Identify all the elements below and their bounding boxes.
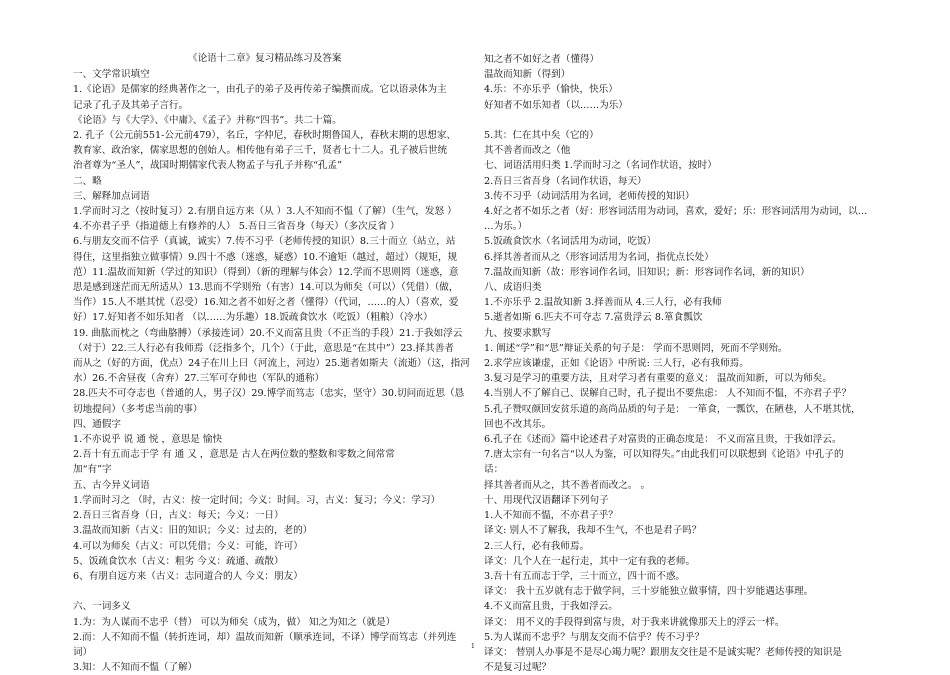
text-line: 二、略 [73, 175, 102, 187]
text-line: 5、饭疏食饮水（古义：粗劣 今义：疏通、疏散） [73, 555, 284, 567]
text-line: 5.孔子赞叹颜回安贫乐道的高尚品质的句子是： 一箪食，一瓢饮，在陋巷，人不堪其忧， [484, 403, 861, 415]
text-line: 19. 曲肱而枕之（弯曲胳膊）（承接连词）20.不义而富且贵（不正当的手段）21.于我如浮云 [73, 327, 463, 339]
text-line: 九、按要求默写 [484, 327, 552, 339]
text-line: …为乐。） [484, 221, 528, 233]
text-line: 记录了孔子及其弟子言行。 [73, 99, 189, 111]
text-line: 4.当别人不了解自己、误解自己时，孔子提出不要焦虑： 人不知而不愠，不亦君子乎？ [484, 388, 852, 400]
text-line: 7.温故而知新（故：形容词作名词，旧知识；新：形容词作名词，新的知识） [484, 266, 810, 278]
text-line: 1.《论语》是儒家的经典著作之一，由孔子的弟子及再传弟子编撰而成。它以语录体为主 [73, 84, 447, 96]
text-line: 知之者不如好之者（懂得） [484, 54, 600, 65]
text-line: 5.其：仁在其中矣（它的） [484, 130, 599, 142]
text-line: 2.而：人不知而不愠（转折连词，却）温故而知新（顺承连词，不译）博学而笃志（并列连 [73, 631, 457, 643]
text-line: 5.逝者如斯 6.匹夫不可夺志 7.富贵浮云 8.箪食瓢饮 [484, 312, 703, 324]
text-line: 四、通假字 [73, 418, 121, 430]
text-line: 6、有朋自远方来（古义：志同道合的人 今义：朋友） [73, 570, 303, 582]
text-line: 得住，这里指独立做事情）9.四十不惑（迷惑，疑惑）10.不逾矩（越过，超过）（规矩，规 [73, 251, 458, 263]
text-line: 3.传不习乎（动词活用为名词，老师传授的知识） [484, 190, 695, 202]
text-line: 1.不亦说乎 说 通 悦 ，意思是 愉快 [73, 434, 223, 446]
text-line: 3.知：人不知而不愠（了解） [73, 662, 198, 674]
text-line: 4.乐：不亦乐乎（愉快，快乐） [484, 84, 618, 96]
text-line: 4.可以为师矣（古义：可以凭借；今义：可能，许可） [73, 540, 303, 552]
text-line: 2.吾日三省吾身（名词作状语，每天） [484, 175, 647, 187]
text-line: 6.择其善者而从之（形容词活用为名词，指优点长处） [484, 251, 714, 263]
text-line: 词） [73, 646, 93, 658]
text-line: 译文： 替别人办事是不是尽心竭力呢？跟朋友交往是不是诚实呢？老师传授的知识是 [484, 646, 843, 658]
text-line: 28.匹夫不可夺志也（普通的人，男子汉）29.博学而笃志（忠实，坚守）30.切问而近思（恳 [73, 388, 465, 400]
text-line: 译文： 我十五岁就有志于做学问，三十岁能独立做事情，四十岁能遇达事理。 [484, 586, 814, 598]
text-line: 不是复习过呢？ [484, 662, 552, 674]
text-line: 好知者不如乐知者（以……为乐） [484, 99, 628, 111]
text-line: 其不善者而改之（他 [484, 145, 571, 157]
text-line: 2.求学应该谦虚，正如《论语》中所说: 三人行，必有我师焉。 [484, 358, 749, 370]
text-line: 范）11.温故而知新（学过的知识）（得到）（新的理解与体会）12.学而不思则罔（迷惑，意 [73, 266, 459, 278]
text-line: 译文：几个人在一起行走，其中一定有我的老师。 [484, 555, 696, 567]
text-line: 2.吾日三省吾身（日，古义：每天；今义：一日） [73, 510, 284, 522]
text-line: 话： [484, 464, 504, 476]
text-line: 八、成语归类 [484, 282, 542, 294]
document-title: 《论语十二章》复习精品练习及答案 [188, 53, 342, 64]
text-line: 切地提问）（多考虑当前的事） [73, 403, 203, 415]
text-line: 六、一词多义 [73, 601, 131, 613]
text-line: 译文: 别人不了解我，我却不生气，不也是君子吗？ [484, 525, 702, 537]
text-line: 7.唐太宗有一句名言“以人为鉴，可以知得失。”由此我们可以联想到《论语》中孔子的 [484, 449, 844, 461]
text-line: 而从之（好的方面，优点）24子在川上曰（河流上，河边）25.逝者如斯夫（流逝）（这，指河 [73, 358, 470, 370]
text-line: 好）17.好知者不如乐知者 （以……为乐趣）18.饭疏食饮水（吃饭）（粗粮）（冷水） [73, 312, 433, 324]
left-column [73, 52, 473, 675]
text-line: 教育家、政治家，儒家思想的创始人。相传他有弟子三千，贤者七十二人。孔子被后世统 [73, 145, 448, 157]
text-line: （对于）22.三人行必有我师焉（泛指多个，几个）（于此，意思是“在其中”）23.择其善者 [73, 342, 454, 354]
text-line: 《论语》与《大学》、《中庸》、《孟子》并称“四书”。共二十篇。 [73, 114, 342, 126]
text-line: 4.不义而富且贵，于我如浮云。 [484, 601, 618, 613]
text-line: 4.不亦君子乎（指道德上有修养的人） 5.吾日三省吾身（每天）（多次反省 ） [73, 221, 400, 233]
text-line: 1.人不知而不愠，不亦君子乎？ [484, 510, 618, 522]
text-line: 译文： 用不义的手段得到富与贵，对于我来讲就像那天上的浮云一样。 [484, 616, 785, 628]
text-line: 6.与朋友交而不信乎（真诚，诚实）7.传不习乎（老师传授的知识）8.三十而立（站立，站 [73, 236, 456, 248]
text-line: 五、古今异义词语 [73, 479, 150, 491]
text-line: 十、用现代汉语翻译下列句子 [484, 494, 609, 506]
text-line: 七、词语活用归类 1.学而时习之（名词作状语，按时） [484, 160, 717, 172]
text-line: 1.学而时习之 （时，古义：按一定时间；今义：时间。习，古义：复习；今义：学习） [73, 494, 441, 506]
text-line: 5.饭疏食饮水（名词活用为动词，吃饭） [484, 236, 657, 248]
text-line: 水）26.不舍昼夜（舍弃）27.三军可夺帅也（军队的通称） [73, 373, 325, 385]
text-line: 3.吾十有五而志于学，三十而立，四十而不惑。 [484, 570, 686, 582]
text-line: 思是感到迷茫而无所适从）13.思而不学则殆（有害）14.可以为师矣（可以）（凭借）（做， [73, 282, 459, 294]
text-line: 加“有”字 [73, 464, 112, 476]
text-line: 6.孔子在《述而》篇中论述君子对富贵的正确态度是： 不义而富且贵，于我如浮云。 [484, 434, 842, 446]
text-line: 1. 阐述“学”和“思”辩证关系的句子是： 学而不思则罔，死而不学则殆。 [484, 342, 788, 354]
text-line [484, 113, 884, 128]
text-line: 一、文学常识填空 [73, 69, 150, 81]
text-line: 2.吾十有五而志于学 有 通 又 ，意思是 古人在两位数的整数和零数之间常常 [73, 449, 395, 461]
page-number: 1 [471, 643, 475, 650]
text-line: 三、解释加点词语 [73, 190, 150, 202]
text-line: 2. 孔子（公元前551-公元前479），名丘，字仲尼，春秋时期鲁国人，春秋末期的思想家、 [73, 130, 457, 142]
right-column [484, 52, 884, 675]
text-line: 当作）15.人不堪其忧（忍受）16.知之者不如好之者（懂得）（代词，……的人）（喜欢，爱 [73, 297, 459, 309]
text-line: 5.为人谋而不忠乎？与朋友交而不信乎？传不习乎？ [484, 631, 705, 643]
text-line: 3.温故而知新（古义：旧的知识；今义：过去的，老的） [73, 525, 313, 537]
text-line: 温故而知新（得到） [484, 69, 571, 81]
text-line: 1.为：为人谋而不忠乎（替） 可以为师矣（成为，做） 知之为知之（就是） [73, 616, 396, 628]
text-line [73, 584, 473, 599]
text-line: 回也不改其乐。 [484, 418, 552, 430]
text-line: 1.学而时习之（按时复习）2.有朋自远方来（从 ）3.人不知而不愠（了解）（生气，发怒 ） [73, 206, 457, 218]
text-line: 3.复习是学习的重要方法，且对学习者有重要的意义： 温故而知新，可以为师矣。 [484, 373, 832, 385]
text-line: 2.三人行，必有我师焉。 [484, 540, 590, 552]
text-line: 治者尊为“圣人”，战国时期儒家代表人物孟子与孔子并称“孔孟” [73, 160, 343, 172]
text-line: 择其善者而从之，其不善者而改之。 。 [484, 479, 651, 491]
text-line: 4.好之者不如乐之者（好：形容词活用为动词，喜欢，爱好；乐：形容词活用为动词，以… [484, 206, 868, 218]
text-line: 1.不亦乐乎 2.温故知新 3.择善而从 4.三人行，必有我师 [484, 297, 722, 309]
text-line [73, 52, 473, 67]
